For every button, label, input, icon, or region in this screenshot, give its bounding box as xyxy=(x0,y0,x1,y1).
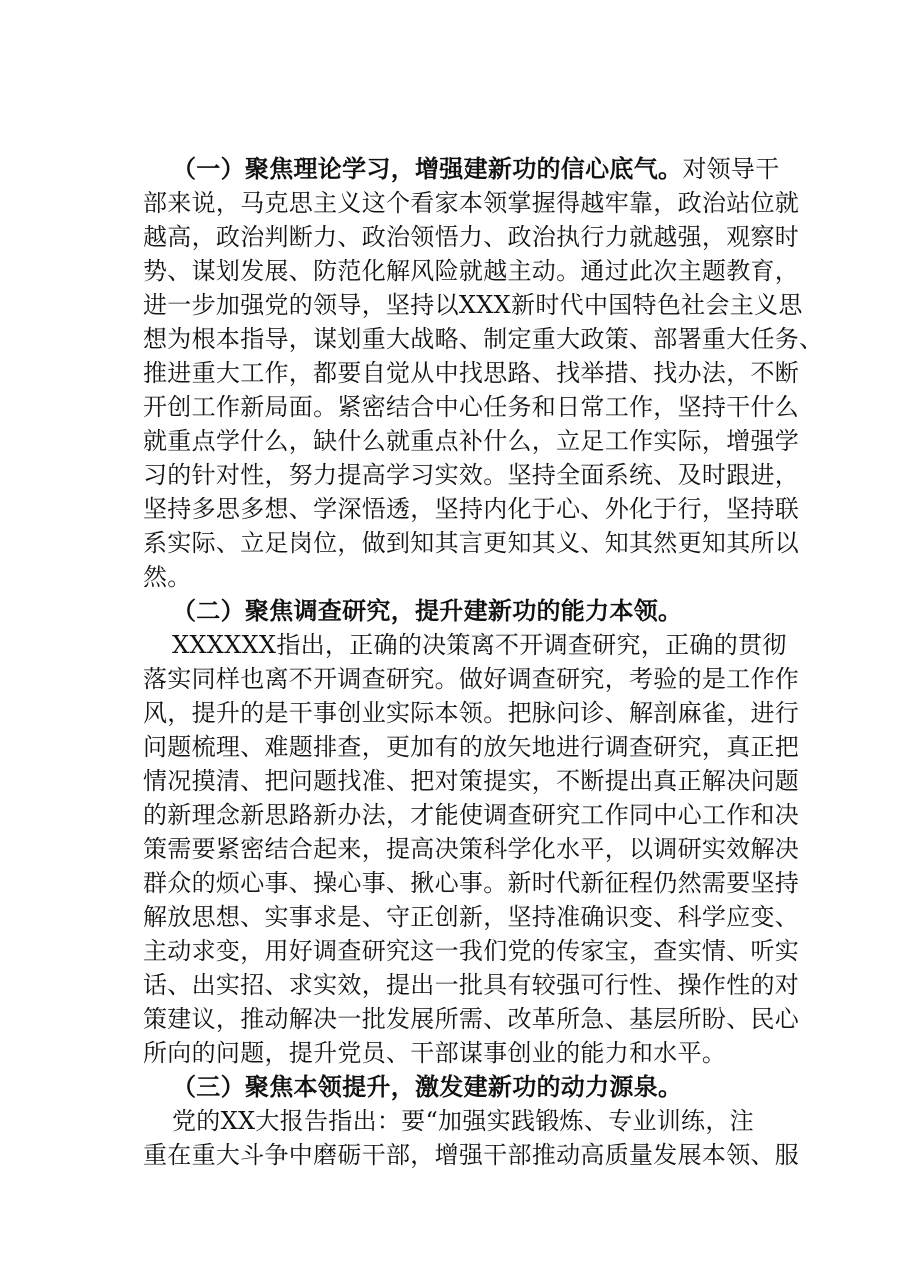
paragraph-line: 推进重大工作，都要自觉从中找思路、找举措、找办法，不断 xyxy=(143,359,800,387)
paragraph-line: 问题梳理、难题排查，更加有的放矢地进行调查研究，真正把 xyxy=(143,733,800,761)
section-1-heading-tail: 对领导干 xyxy=(682,155,780,183)
paragraph-line: 进一步加强党的领导，坚持以XXX新时代中国特色社会主义思 xyxy=(143,291,803,319)
paragraph-line: 风，提升的是干事创业实际本领。把脉问诊、解剖麻雀，进行 xyxy=(143,699,800,727)
section-1-heading: （一）聚焦理论学习，增强建新功的信心底气。 xyxy=(172,154,683,183)
section-2-heading: （二）聚焦调查研究，提升建新功的能力本领。 xyxy=(172,596,683,625)
paragraph-line: 系实际、立足岗位，做到知其言更知其义、知其然更知其所以 xyxy=(143,529,800,557)
paragraph-line: 党的XX大报告指出：要“加强实践锻炼、专业训练，注 xyxy=(172,1107,754,1135)
paragraph-line: 部来说，马克思主义这个看家本领掌握得越牢靠，政治站位就 xyxy=(143,189,800,217)
section-1-first-line xyxy=(172,152,780,186)
paragraph-line: 越高，政治判断力、政治领悟力、政治执行力就越强，观察时 xyxy=(143,223,800,251)
paragraph-line: 坚持多思多想、学深悟透，坚持内化于心、外化于行，坚持联 xyxy=(143,495,800,523)
paragraph-line: 解放思想、实事求是、守正创新，坚持准确识变、科学应变、 xyxy=(143,903,800,931)
paragraph-line: 习的针对性，努力提高学习实效。坚持全面系统、及时跟进， xyxy=(143,461,800,489)
section-3-heading: （三）聚焦本领提升，激发建新功的动力源泉。 xyxy=(172,1072,683,1101)
paragraph-line: 开创工作新局面。紧密结合中心任务和日常工作，坚持干什么 xyxy=(143,393,800,421)
paragraph-line: 的新理念新思路新办法，才能使调查研究工作同中心工作和决 xyxy=(143,801,800,829)
paragraph-line: 想为根本指导，谋划重大战略、制定重大政策、部署重大任务、 xyxy=(143,325,824,353)
paragraph-line: XXXXXX指出，正确的决策离不开调查研究，正确的贯彻 xyxy=(172,631,787,659)
paragraph-line: 话、出实招、求实效，提出一批具有较强可行性、操作性的对 xyxy=(143,971,800,999)
paragraph-line: 然。 xyxy=(143,563,192,591)
paragraph-line: 群众的烦心事、操心事、揪心事。新时代新征程仍然需要坚持 xyxy=(143,869,800,897)
paragraph-line: 情况摸清、把问题找准、把对策提实，不断提出真正解决问题 xyxy=(143,767,800,795)
paragraph-line: 主动求变，用好调查研究这一我们党的传家宝，查实情、听实 xyxy=(143,937,800,965)
paragraph-line: 所向的问题，提升党员、干部谋事创业的能力和水平。 xyxy=(143,1039,727,1067)
paragraph-line: 策建议，推动解决一批发展所需、改革所急、基层所盼、民心 xyxy=(143,1005,800,1033)
paragraph-line: 重在重大斗争中磨砺干部，增强干部推动高质量发展本领、服 xyxy=(143,1141,800,1169)
paragraph-line: 势、谋划发展、防范化解风险就越主动。通过此次主题教育， xyxy=(143,257,800,285)
paragraph-line: 策需要紧密结合起来，提高决策科学化水平，以调研实效解决 xyxy=(143,835,800,863)
paragraph-line: 就重点学什么，缺什么就重点补什么，立足工作实际，增强学 xyxy=(143,427,800,455)
paragraph-line: 落实同样也离不开调查研究。做好调查研究，考验的是工作作 xyxy=(143,665,800,693)
